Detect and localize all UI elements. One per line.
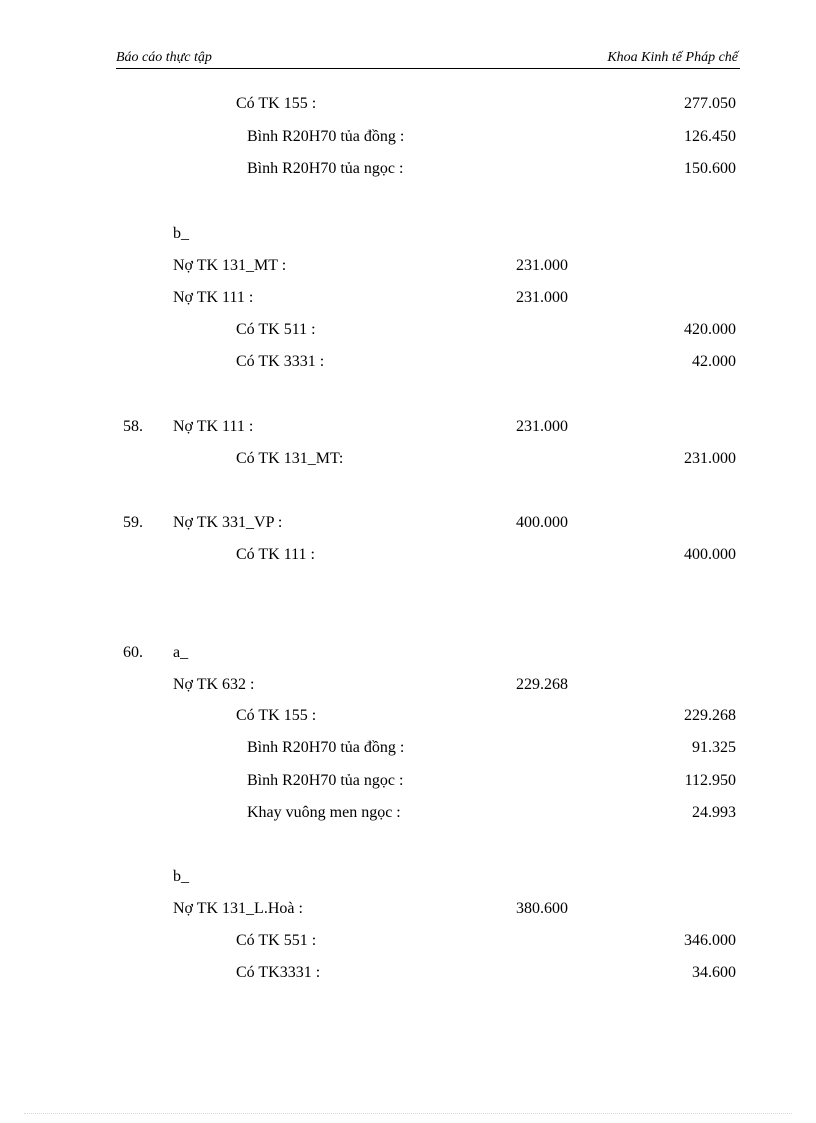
entry-label: b_ <box>173 868 189 885</box>
entry-label: b_ <box>173 225 189 242</box>
page-header <box>116 48 740 68</box>
journal-line <box>0 772 816 796</box>
credit-amount: 346.000 <box>684 932 736 949</box>
entry-label: Có TK 111 : <box>236 546 315 563</box>
journal-line <box>0 289 816 313</box>
entry-label: Có TK 3331 : <box>236 353 325 370</box>
entry-label: Nợ TK 632 : <box>173 676 255 693</box>
entry-label: Khay vuông men ngọc : <box>247 804 401 821</box>
entry-number: 59. <box>123 514 143 531</box>
credit-amount: 42.000 <box>692 353 736 370</box>
entry-label: Có TK 155 : <box>236 95 317 112</box>
credit-amount: 400.000 <box>684 546 736 563</box>
entry-number: 60. <box>123 644 143 661</box>
journal-line <box>0 418 816 442</box>
entry-label: Có TK 131_MT: <box>236 450 344 467</box>
credit-amount: 231.000 <box>684 450 736 467</box>
credit-amount: 91.325 <box>692 739 736 756</box>
journal-line <box>0 450 816 474</box>
journal-line <box>0 160 816 184</box>
credit-amount: 420.000 <box>684 321 736 338</box>
credit-amount: 229.268 <box>684 707 736 724</box>
journal-line <box>0 225 816 249</box>
credit-amount: 126.450 <box>684 128 736 145</box>
journal-line <box>0 514 816 538</box>
debit-amount: 400.000 <box>516 514 568 531</box>
credit-amount: 24.993 <box>692 804 736 821</box>
credit-amount: 112.950 <box>684 772 736 789</box>
journal-line <box>0 707 816 731</box>
entry-label: Bình R20H70 tủa đồng : <box>247 128 405 145</box>
header-rule <box>116 68 740 69</box>
debit-amount: 231.000 <box>516 257 568 274</box>
entry-label: Nợ TK 111 : <box>173 289 254 306</box>
journal-line <box>0 546 816 570</box>
debit-amount: 231.000 <box>516 418 568 435</box>
header-left: Báo cáo thực tập <box>116 50 212 65</box>
entry-label: Bình R20H70 tủa ngọc : <box>247 160 404 177</box>
journal-line <box>0 321 816 345</box>
journal-line <box>0 95 816 119</box>
entry-number: 58. <box>123 418 143 435</box>
entry-label: Bình R20H70 tủa ngọc : <box>247 772 404 789</box>
entry-label: a_ <box>173 644 189 661</box>
entry-label: Nợ TK 331_VP : <box>173 514 283 531</box>
journal-line <box>0 644 816 668</box>
header-right: Khoa Kinh tế Pháp chế <box>607 50 738 65</box>
debit-amount: 231.000 <box>516 289 568 306</box>
journal-line <box>0 128 816 152</box>
credit-amount: 150.600 <box>684 160 736 177</box>
journal-line <box>0 676 816 700</box>
entry-label: Nợ TK 131_MT : <box>173 257 287 274</box>
entry-label: Có TK 155 : <box>236 707 317 724</box>
journal-line <box>0 804 816 828</box>
journal-line <box>0 868 816 892</box>
entry-label: Nợ TK 111 : <box>173 418 254 435</box>
journal-line <box>0 739 816 763</box>
credit-amount: 34.600 <box>692 964 736 981</box>
footer-divider <box>24 1113 792 1114</box>
debit-amount: 229.268 <box>516 676 568 693</box>
entry-label: Có TK3331 : <box>236 964 321 981</box>
credit-amount: 277.050 <box>684 95 736 112</box>
entry-label: Có TK 511 : <box>236 321 316 338</box>
journal-line <box>0 257 816 281</box>
journal-line <box>0 964 816 988</box>
journal-line <box>0 932 816 956</box>
journal-line <box>0 900 816 924</box>
entry-label: Có TK 551 : <box>236 932 317 949</box>
debit-amount: 380.600 <box>516 900 568 917</box>
entry-label: Nợ TK 131_L.Hoà : <box>173 900 303 917</box>
journal-line <box>0 353 816 377</box>
entry-label: Bình R20H70 tủa đồng : <box>247 739 405 756</box>
